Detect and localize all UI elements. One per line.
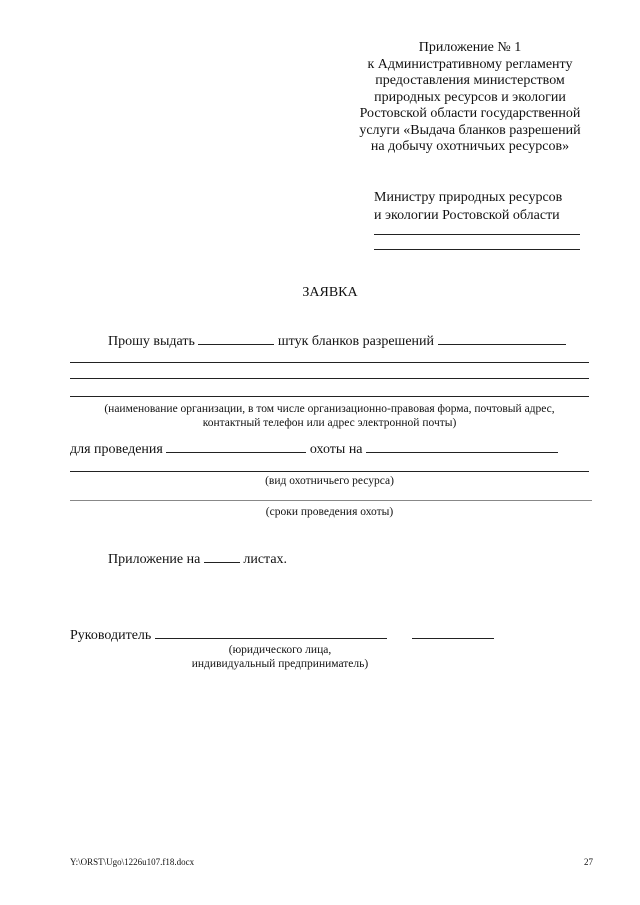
page-title: ЗАЯВКА (302, 285, 358, 300)
signature-caption-line: индивидуальный предприниматель) (191, 658, 369, 670)
signature-caption-line: (юридического лица, (228, 644, 332, 656)
request-middle: штук бланков разрешений (277, 334, 435, 349)
signature-sign-blank (412, 626, 494, 639)
appendix-line: природных ресурсов и экологии (374, 89, 566, 105)
hunt-line (70, 440, 558, 458)
resource-line (70, 471, 589, 472)
hunt-type-blank (166, 440, 306, 453)
appendix-line: предоставления министерством (375, 73, 565, 88)
organization-caption-line: контактный телефон или адрес электронной почты) (202, 417, 457, 429)
hunt-middle: охоты на (309, 442, 363, 457)
dates-line (70, 500, 592, 501)
organization-line (70, 362, 589, 363)
attachment-suffix: листах. (243, 552, 288, 567)
page-number: 27 (584, 857, 593, 867)
addressee-line: Министру природных ресурсов (374, 190, 563, 205)
organization-caption (70, 402, 589, 430)
appendix-line: Приложение № 1 (418, 40, 522, 55)
appendix-line: на добычу охотничьих ресурсов» (370, 139, 570, 154)
addressee-underline (374, 249, 580, 250)
quantity-blank (198, 332, 274, 345)
attachment-line (108, 550, 287, 568)
attachment-prefix: Приложение на (108, 552, 201, 567)
signature-name-blank (155, 626, 387, 639)
signature-caption (160, 643, 400, 671)
addressee-underline (374, 234, 580, 235)
appendix-line: услуги «Выдача бланков разрешений (359, 122, 581, 138)
organization-line (70, 378, 589, 379)
hunt-prefix: для проведения (70, 442, 163, 457)
sheets-blank (204, 550, 240, 563)
resource-caption: (вид охотничьего ресурса) (265, 475, 394, 487)
organization-caption-line: (наименование организации, в том числе организационно-правовая форма, почтовый адрес, (104, 403, 555, 415)
addressee-block (374, 189, 594, 225)
organization-line (70, 396, 589, 397)
appendix-block (345, 40, 595, 156)
signature-line (70, 626, 494, 644)
permits-blank (438, 332, 566, 345)
addressee-line: и экологии Ростовской области (374, 208, 560, 223)
appendix-line: к Административному регламенту (367, 56, 573, 72)
hunt-target-blank (366, 440, 558, 453)
request-prefix: Прошу выдать (108, 334, 195, 349)
appendix-line: Ростовской области государственной (359, 106, 581, 121)
signature-label: Руководитель (70, 628, 152, 643)
footer-file-path: Y:\ORST\Ugo\1226u107.f18.docx (70, 857, 195, 867)
request-line (108, 332, 566, 350)
dates-caption: (сроки проведения охоты) (265, 506, 394, 518)
